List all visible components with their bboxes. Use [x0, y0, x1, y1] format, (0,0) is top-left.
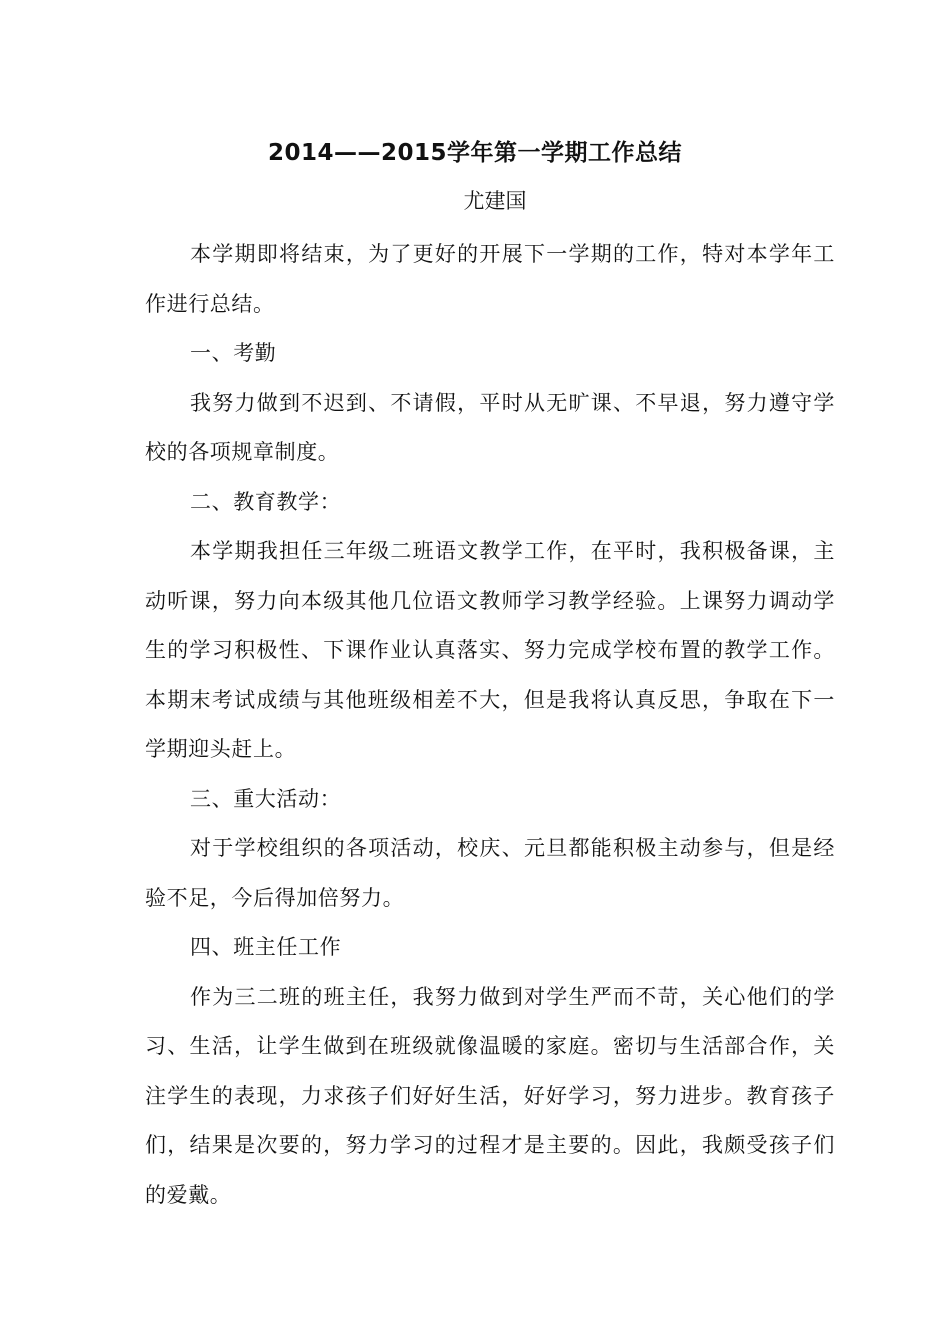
- section-heading-teaching: 二、教育教学：: [190, 489, 342, 514]
- intro-paragraph: 本学期即将结束，为了更好的开展下一学期的工作，特对本学年工作进行总结。: [145, 242, 835, 316]
- section-heading-class-teacher: 四、班主任工作: [190, 935, 342, 959]
- class-teacher-paragraph: 作为三二班的班主任，我努力做到对学生严而不苛，关心他们的学习、生活，让学生做到在班级就像温暖的家庭。密切与生活部合作，关注学生的表现，力求孩子们好好生活，好好学习，努力进步。教育孩子们，结果是次要的，努力学习的过程才是主要的。因此，我颇受孩子们的爱戴。: [145, 984, 835, 1207]
- document-title: 2014——2015学年第一学期工作总结: [267, 140, 683, 166]
- section-heading-attendance: 一、考勤: [190, 341, 277, 365]
- attendance-paragraph: 我努力做到不迟到、不请假，平时从无旷课、不早退，努力遵守学校的各项规章制度。: [145, 390, 835, 464]
- section-heading-activities: 三、重大活动：: [190, 786, 342, 811]
- document-body: [145, 230, 835, 1220]
- teaching-paragraph: 本学期我担任三年级二班语文教学工作，在平时，我积极备课，主动听课，努力向本级其他几位语文教师学习教学经验。上课努力调动学生的学习积极性、下课作业认真落实、努力完成学校布置的教学工作。本期末考试成绩与其他班级相差不大，但是我将认真反思，争取在下一学期迎头赶上。: [145, 539, 835, 761]
- activities-paragraph: 对于学校组织的各项活动，校庆、元旦都能积极主动参与，但是经验不足，今后得加倍努力。: [145, 836, 835, 910]
- document-author: 尤建国: [463, 189, 527, 213]
